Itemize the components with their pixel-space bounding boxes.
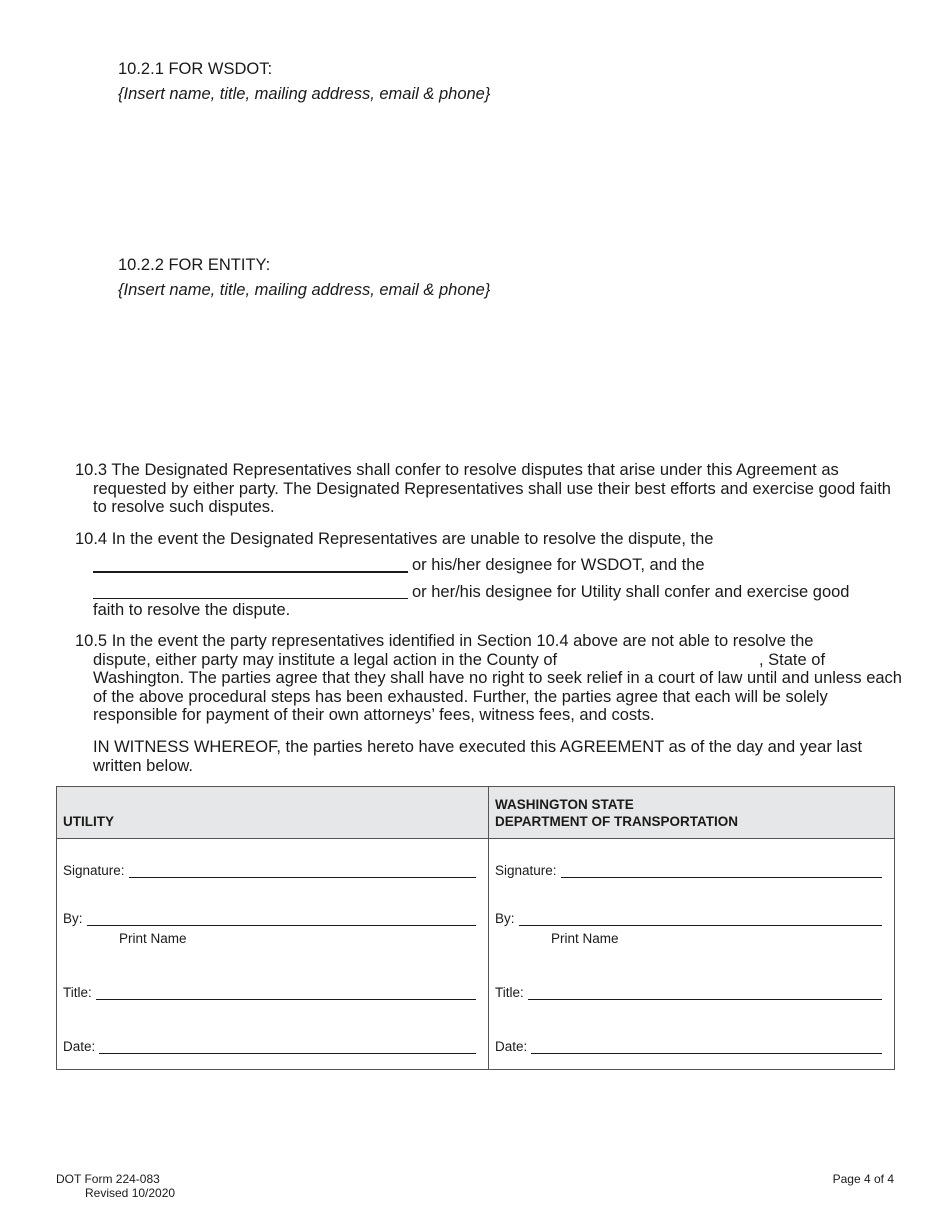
section-10-2-1-heading: 10.2.1 FOR WSDOT: <box>118 60 273 78</box>
by-label: By: <box>495 911 515 926</box>
section-10-4-line1: In the event the Designated Representatives are unable to resolve the dispute, the <box>111 530 714 548</box>
wsdot-signature-block <box>489 839 894 1069</box>
print-name-label: Print Name <box>119 931 187 946</box>
section-10-4-blank2-suffix: or her/his designee for Utility shall confer and exercise good <box>412 583 850 601</box>
signature-table <box>56 786 895 1070</box>
utility-designee-blank[interactable] <box>93 598 408 599</box>
section-10-2-1-placeholder: {Insert name, title, mailing address, email & phone} <box>118 85 491 103</box>
section-10-2-2-placeholder: {Insert name, title, mailing address, email & phone} <box>118 281 491 299</box>
section-10-2-2-heading: 10.2.2 FOR ENTITY: <box>118 256 271 274</box>
section-10-3-number: 10.3 <box>75 461 108 479</box>
wsdot-signature-line[interactable] <box>561 863 882 878</box>
utility-by-line[interactable] <box>87 911 476 926</box>
wsdot-title-line[interactable] <box>528 985 882 1000</box>
section-10-3-body: requested by either party. The Designated Representatives shall use their best efforts and exercise good faith to resolve such disputes. <box>93 479 891 516</box>
utility-signature-block <box>57 839 488 1069</box>
section-10-5-line1: In the event the party representatives identified in Section 10.4 above are not able to resolve the <box>111 632 814 650</box>
date-label: Date: <box>495 1039 528 1054</box>
wsdot-date-line[interactable] <box>531 1039 882 1054</box>
section-10-4 <box>75 530 905 549</box>
utility-title-line[interactable] <box>96 985 476 1000</box>
section-10-5-number: 10.5 <box>75 632 108 650</box>
signature-label: Signature: <box>495 863 557 878</box>
print-name-label: Print Name <box>551 931 619 946</box>
revised-date: Revised 10/2020 <box>85 1186 176 1200</box>
section-10-4-body: faith to resolve the dispute. <box>93 601 291 619</box>
section-10-4-blank1-suffix: or his/her designee for WSDOT, and the <box>412 556 705 574</box>
title-label: Title: <box>63 985 92 1000</box>
title-label: Title: <box>495 985 524 1000</box>
section-10-5-line2a: dispute, either party may institute a legal action in the County of <box>93 650 558 669</box>
witness-statement: IN WITNESS WHEREOF, the parties hereto have executed this AGREEMENT as of the day and year last written below. <box>93 738 863 775</box>
section-10-4-number: 10.4 <box>75 530 108 548</box>
county-blank[interactable] <box>575 651 755 667</box>
utility-signature-line[interactable] <box>129 863 476 878</box>
utility-date-line[interactable] <box>99 1039 476 1054</box>
form-number: DOT Form 224-083 <box>56 1172 160 1186</box>
section-10-3 <box>75 461 905 517</box>
date-label: Date: <box>63 1039 96 1054</box>
by-label: By: <box>63 911 83 926</box>
wsdot-designee-blank[interactable] <box>93 571 408 573</box>
wsdot-header: WASHINGTON STATE DEPARTMENT OF TRANSPORTATION <box>489 787 895 839</box>
section-10-5 <box>75 632 905 725</box>
section-10-3-line1: The Designated Representatives shall confer to resolve disputes that arise under this Agreement as <box>111 461 839 479</box>
page-number: Page 4 of 4 <box>832 1172 894 1186</box>
signature-label: Signature: <box>63 863 125 878</box>
wsdot-by-line[interactable] <box>519 911 882 926</box>
section-10-5-line2b: , State of <box>759 650 826 669</box>
section-10-5-body: Washington. The parties agree that they shall have no right to seek relief in a court of law until and unless each of the above procedural steps has been exhausted. Further, the parties agree that each will be solely responsible for payment of their own attorneys’ fees, witness fees, and costs. <box>93 669 902 724</box>
utility-header: UTILITY <box>57 787 489 839</box>
